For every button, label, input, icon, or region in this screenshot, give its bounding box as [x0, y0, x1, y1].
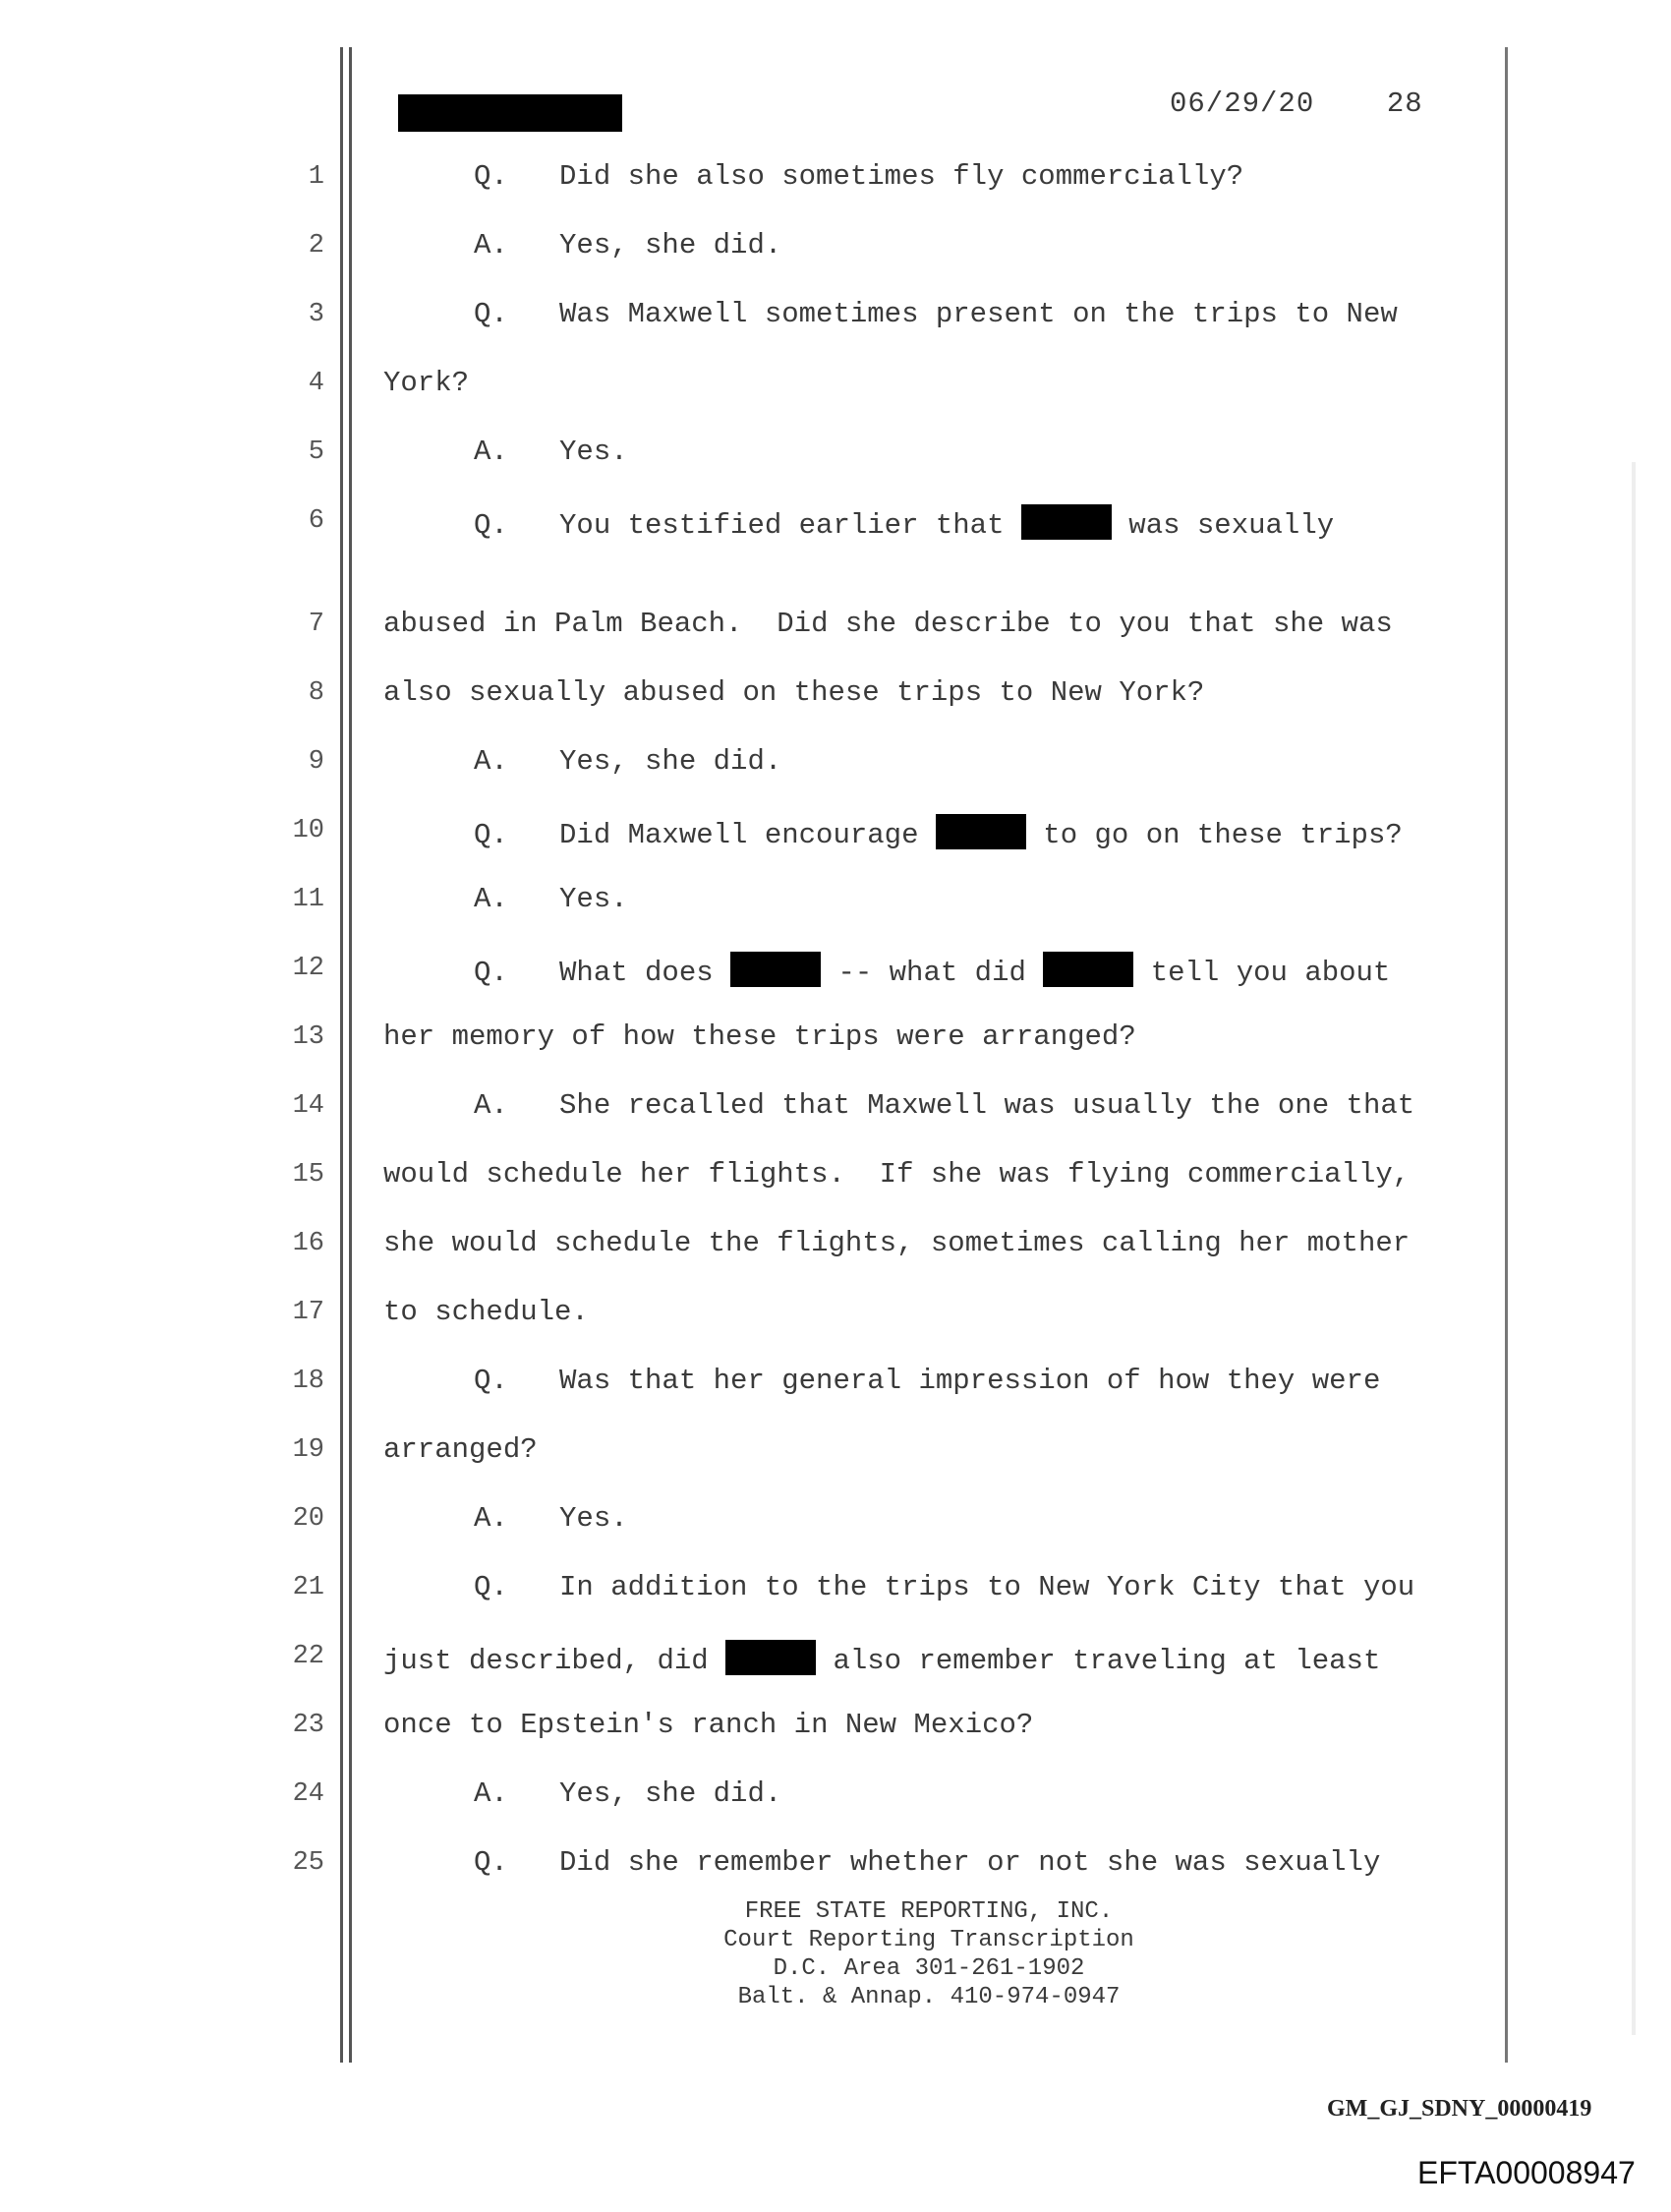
- transcript-line: [383, 1020, 1136, 1053]
- line-text: also sexually abused on these trips to New York?: [383, 676, 1205, 709]
- line-text: Q. Was that her general impression of how they were: [474, 1365, 1381, 1397]
- line-text: Q. You testified earlier that: [474, 509, 1021, 542]
- transcript-line: [474, 436, 628, 468]
- line-number: 12: [292, 954, 324, 983]
- line-text: Q. Did she remember whether or not she was sexually: [474, 1846, 1381, 1879]
- line-text: once to Epstein's ranch in New Mexico?: [383, 1709, 1034, 1741]
- line-number: 8: [308, 678, 324, 708]
- line-text: A. Yes.: [474, 436, 628, 468]
- transcript-line: [383, 1709, 1033, 1741]
- line-number: 21: [292, 1573, 324, 1602]
- transcript-line: [474, 1089, 1414, 1122]
- line-text: just described, did: [383, 1645, 726, 1677]
- left-margin-rule: [349, 47, 352, 2063]
- footer-dc-phone: D.C. Area 301-261-1902: [773, 1955, 1085, 1982]
- line-text: Q. Did she also sometimes fly commercially?: [474, 160, 1244, 193]
- name-redaction: [730, 952, 821, 987]
- line-text: A. Yes, she did.: [474, 745, 782, 778]
- line-number: 22: [292, 1642, 324, 1671]
- line-text: abused in Palm Beach. Did she describe to you that she was: [383, 608, 1393, 640]
- line-text: A. Yes, she did.: [474, 229, 782, 262]
- line-text: arranged?: [383, 1433, 538, 1466]
- footer-services: Court Reporting Transcription: [723, 1927, 1134, 1953]
- transcript-line: [474, 298, 1398, 330]
- transcript-line: [383, 608, 1393, 640]
- line-text: tell you about: [1133, 957, 1391, 989]
- line-text: A. Yes, she did.: [474, 1777, 782, 1810]
- header-date: 06/29/20: [1170, 87, 1315, 120]
- line-number: 25: [292, 1848, 324, 1878]
- name-redaction: [725, 1640, 816, 1675]
- transcript-line: [383, 367, 469, 399]
- transcript-line: [383, 676, 1204, 709]
- transcript-line: [474, 1571, 1414, 1603]
- line-number: 18: [292, 1367, 324, 1396]
- line-number: 17: [292, 1298, 324, 1327]
- line-text: -- what did: [821, 957, 1044, 989]
- transcript-line: [383, 1433, 538, 1466]
- line-text: Q. In addition to the trips to New York City that you: [474, 1571, 1415, 1603]
- line-text: to go on these trips?: [1025, 819, 1403, 851]
- line-number: 10: [292, 816, 324, 845]
- name-redaction: [1021, 504, 1112, 540]
- line-text: Q. Did Maxwell encourage: [474, 819, 936, 851]
- name-redaction: [1043, 952, 1133, 987]
- line-number: 5: [308, 437, 324, 467]
- reporter-footer: [580, 1897, 1278, 2011]
- line-text: her memory of how these trips were arranged?: [383, 1020, 1136, 1053]
- right-margin-rule: [1505, 47, 1508, 2063]
- line-number: 2: [308, 231, 324, 261]
- line-number: 13: [292, 1022, 324, 1052]
- line-number: 23: [292, 1711, 324, 1740]
- footer-company: FREE STATE REPORTING, INC.: [744, 1898, 1114, 1925]
- line-number: 7: [308, 610, 324, 639]
- transcript-line: [383, 1227, 1410, 1259]
- header-redaction: [398, 94, 622, 132]
- transcript-line: [474, 1502, 628, 1535]
- left-margin-rule: [340, 47, 343, 2063]
- transcript-line: [383, 1296, 589, 1328]
- transcript-line: [474, 1365, 1380, 1397]
- scan-edge-shadow: [1632, 462, 1636, 2035]
- transcript-line: [474, 229, 781, 262]
- transcript-line: [383, 1158, 1410, 1191]
- transcript-line: [474, 504, 1334, 542]
- header-page-number: 28: [1386, 87, 1423, 120]
- line-text: to schedule.: [383, 1296, 589, 1328]
- line-text: also remember traveling at least: [816, 1645, 1381, 1677]
- footer-balt-phone: Balt. & Annap. 410-974-0947: [737, 1984, 1121, 2010]
- line-number: 20: [292, 1504, 324, 1534]
- line-text: A. Yes.: [474, 883, 628, 915]
- line-text: A. She recalled that Maxwell was usually the one that: [474, 1089, 1415, 1122]
- line-number: 6: [308, 506, 324, 536]
- bates-number-gm: GM_GJ_SDNY_00000419: [1327, 2096, 1592, 2122]
- line-text: Q. What does: [474, 957, 731, 989]
- line-number: 4: [308, 369, 324, 398]
- line-number: 14: [292, 1091, 324, 1121]
- transcript-line: [474, 952, 1390, 989]
- line-text: A. Yes.: [474, 1502, 628, 1535]
- line-number: 16: [292, 1229, 324, 1258]
- line-number: 19: [292, 1435, 324, 1465]
- line-number: 9: [308, 747, 324, 777]
- line-number: 15: [292, 1160, 324, 1190]
- line-number: 24: [292, 1779, 324, 1809]
- line-text: was sexually: [1111, 509, 1335, 542]
- line-text: would schedule her flights. If she was flying commercially,: [383, 1158, 1411, 1191]
- transcript-line: [474, 1846, 1380, 1879]
- line-number: 3: [308, 300, 324, 329]
- line-text: she would schedule the flights, sometimes calling her mother: [383, 1227, 1411, 1259]
- transcript-line: [383, 1640, 1380, 1677]
- transcript-line: [474, 745, 781, 778]
- line-number: 11: [292, 885, 324, 914]
- transcript-line: [474, 160, 1243, 193]
- line-text: York?: [383, 367, 470, 399]
- name-redaction: [936, 814, 1026, 849]
- bates-number-efta: EFTA00008947: [1417, 2155, 1636, 2190]
- transcript-line: [474, 1777, 781, 1810]
- line-number: 1: [308, 162, 324, 192]
- line-text: Q. Was Maxwell sometimes present on the trips to New: [474, 298, 1398, 330]
- transcript-line: [474, 883, 628, 915]
- transcript-line: [474, 814, 1403, 851]
- header-date-page: [1170, 87, 1423, 120]
